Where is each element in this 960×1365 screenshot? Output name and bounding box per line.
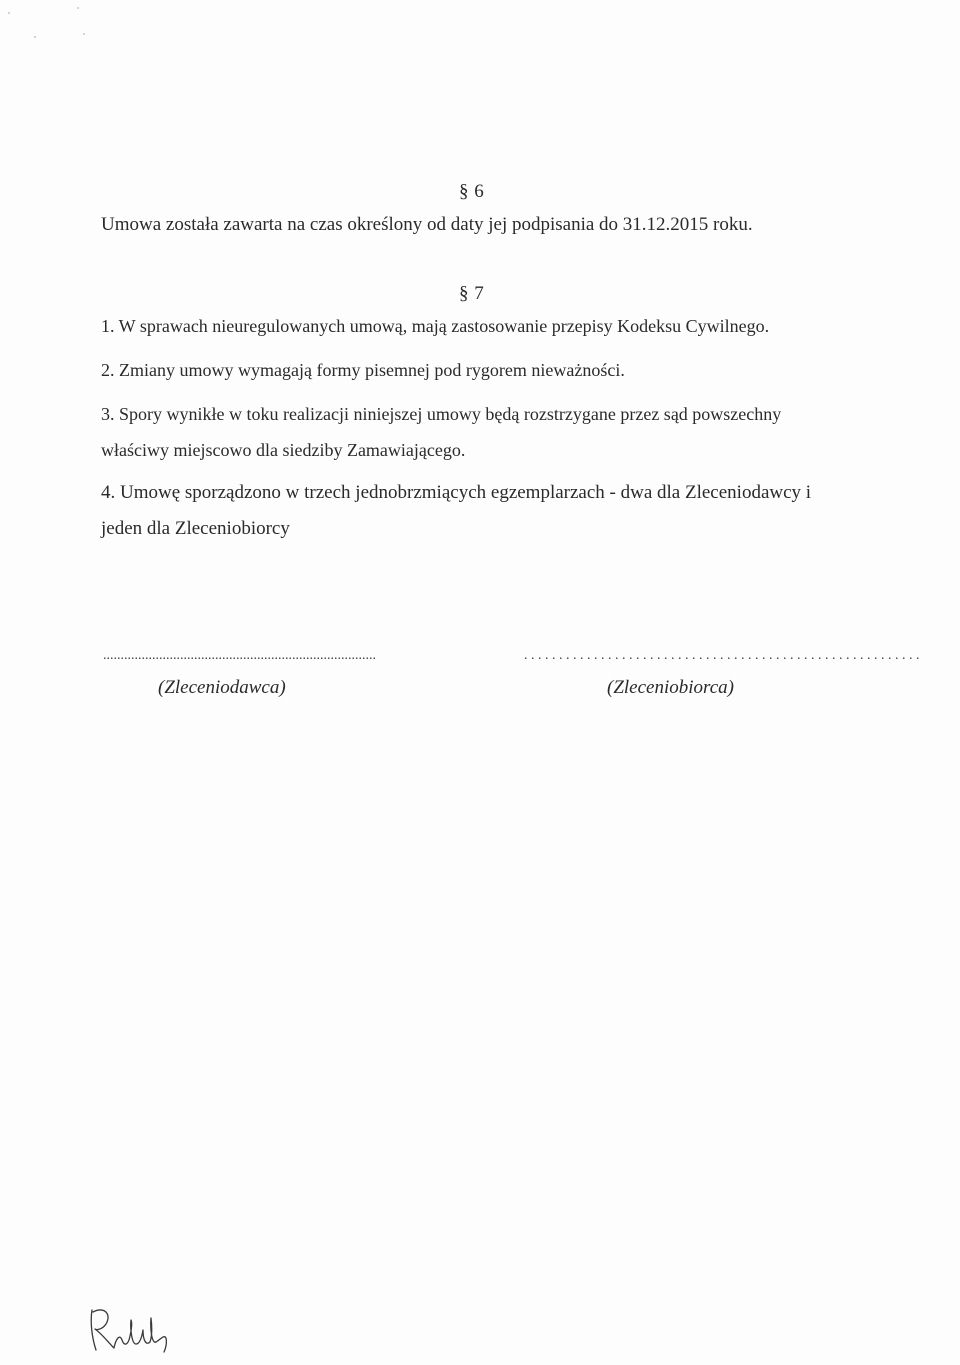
section-6-heading: § 6 xyxy=(459,181,485,202)
clause-1: 1. W sprawach nieuregulowanych umową, mają zastosowanie przepisy Kodeksu Cywilnego. xyxy=(101,316,770,336)
handwritten-initials xyxy=(86,1300,176,1360)
clause-4-line-1: 4. Umowę sporządzono w trzech jednobrzmiących egzemplarzach - dwa dla Zleceniodawcy i xyxy=(101,482,812,503)
section-6-paragraph: Umowa została zawarta na czas określony od daty jej podpisania do 31.12.2015 roku. xyxy=(101,214,753,235)
clause-3-line-1: 3. Spory wynikłe w toku realizacji niniejszej umowy będą rozstrzygane przez sąd powszechny xyxy=(101,404,782,424)
zleceniodawca-signature-line: .............................................................................. xyxy=(103,648,376,663)
zleceniobiorca-signature-line: . . . . . . . . . . . . . . . . . . . . . . . . . . . . . . . . . . . . . . . . . . . . . . . . . . . . . . . . . xyxy=(524,648,920,663)
zleceniobiorca-label: (Zleceniobiorca) xyxy=(607,677,734,698)
section-7-heading: § 7 xyxy=(459,283,485,304)
clause-4-line-2: jeden dla Zleceniobiorcy xyxy=(101,518,290,539)
clause-3-line-2: właściwy miejscowo dla siedziby Zamawiającego. xyxy=(101,440,466,460)
zleceniodawca-label: (Zleceniodawca) xyxy=(158,677,286,698)
clause-2: 2. Zmiany umowy wymagają formy pisemnej pod rygorem nieważności. xyxy=(101,360,625,380)
